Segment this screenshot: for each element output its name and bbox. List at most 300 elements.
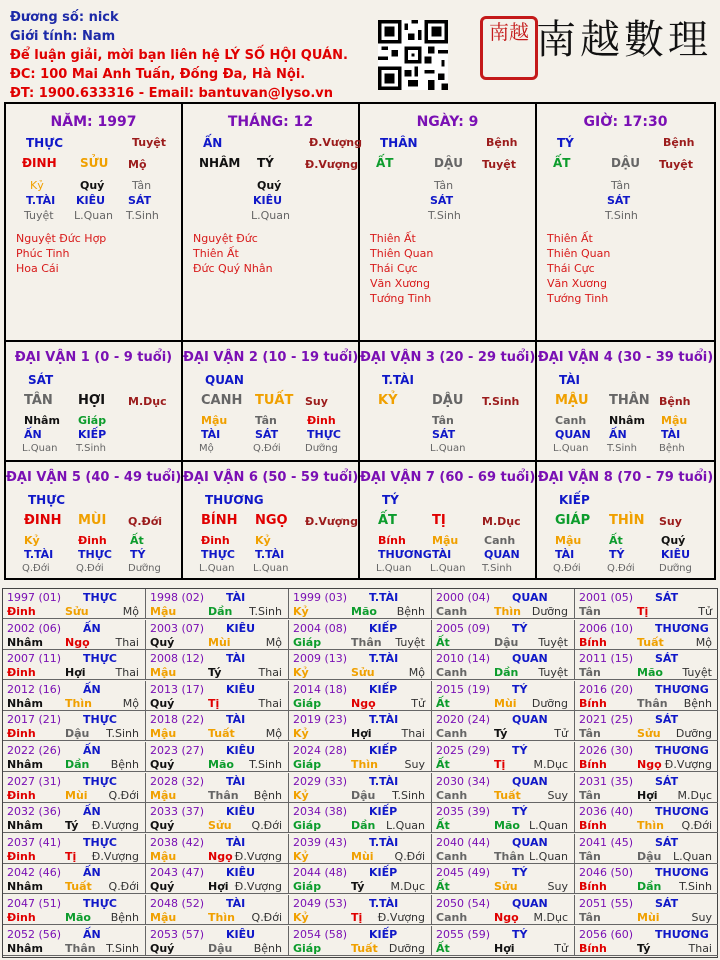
pillar-title: NĂM: 1997: [50, 114, 137, 130]
year-stem: Canh: [436, 788, 468, 802]
pillar-stem: ẤT: [553, 156, 571, 170]
hidden-stem: Quý: [661, 534, 686, 547]
hidden-phase: L.Quan: [74, 209, 113, 222]
hidden-phase: Bệnh: [659, 443, 685, 454]
year-branch: Tị: [351, 911, 363, 924]
hidden-stem: Kỷ: [255, 534, 271, 547]
year-stem: Đinh: [7, 911, 36, 924]
year-stem: Bính: [579, 880, 607, 894]
year-branch: Mùi: [637, 911, 660, 924]
year-phase: Tuyệt: [538, 666, 568, 680]
year-branch: Tị: [637, 605, 649, 618]
year-cell: [575, 620, 718, 650]
year-cell: [3, 620, 146, 650]
year-branch: Mão: [494, 819, 520, 833]
year-stem: Tân: [579, 727, 601, 741]
dai-van-branch: DẬU: [432, 393, 464, 408]
hidden-stem: Mậu: [432, 534, 459, 547]
year-label: 2049 (53): [293, 897, 348, 910]
dai-van-phase: Đ.Vượng: [305, 515, 359, 528]
dai-van-title: ĐẠI VẬN 7 (60 - 69 tuổi): [360, 470, 536, 485]
year-phase: Q.Đới: [108, 880, 139, 894]
year-stem: Quý: [150, 758, 175, 771]
year-cell: [432, 926, 575, 956]
gender-line: Giới tính: Nam: [10, 29, 116, 44]
hidden-phase: L.Quan: [430, 443, 466, 454]
year-label: 2056 (60): [579, 927, 634, 941]
year-cell: [432, 681, 575, 711]
year-cell: [3, 681, 146, 711]
year-cell: [289, 620, 432, 650]
year-branch: Hợi: [494, 941, 515, 955]
dai-van-god: T.TÀI: [382, 373, 414, 387]
year-stem: Mậu: [150, 605, 177, 618]
year-god: KIẾP: [369, 621, 398, 635]
phone-email-line: ĐT: 1900.633316 - Email: bantuvan@lyso.vn: [10, 86, 334, 101]
hidden-god: KIÊU: [76, 194, 106, 207]
year-phase: Đ.Vượng: [377, 911, 425, 924]
year-label: 2034 (38): [293, 805, 348, 819]
year-label: 2052 (56): [7, 927, 62, 941]
year-label: 2055 (59): [436, 927, 491, 941]
year-stem: Quý: [150, 819, 175, 833]
hidden-phase: L.Quan: [199, 563, 235, 574]
hidden-god: TÀI: [555, 548, 575, 561]
year-god: TÀI: [226, 774, 246, 788]
hidden-god: KIÊU: [661, 548, 691, 561]
year-cell: [575, 650, 718, 680]
year-label: 2008 (12): [150, 652, 205, 666]
year-branch: Thìn: [208, 911, 235, 924]
year-cell: [146, 834, 289, 864]
year-god: TÀI: [226, 897, 246, 910]
year-cell: [3, 773, 146, 803]
pillar-status: Đ.Vượng: [309, 136, 363, 149]
year-god: ẤN: [83, 805, 101, 819]
hidden-god: KIẾP: [78, 428, 107, 441]
pillar-star: Phúc Tinh: [16, 247, 70, 260]
year-phase: L.Quan: [673, 849, 712, 863]
year-label: 2041 (45): [579, 835, 634, 849]
dai-van-title: ĐẠI VẬN 1 (0 - 9 tuổi): [14, 350, 173, 365]
year-god: TÀI: [226, 713, 246, 727]
hidden-stem: Tân: [434, 179, 454, 192]
year-cell: [289, 589, 432, 619]
dai-van-phase: M.Dục: [128, 395, 167, 408]
pillar-2: [360, 104, 537, 342]
year-phase: L.Quan: [529, 819, 568, 833]
year-cell: [146, 711, 289, 741]
year-branch: Dần: [65, 758, 90, 771]
dai-van-2: [183, 342, 360, 462]
year-label: 2032 (36): [7, 805, 62, 819]
owner-line: Đương số: nick: [10, 10, 119, 25]
dai-van-phase: Q.Đới: [128, 515, 163, 528]
pillar-god: THÂN: [380, 136, 418, 150]
year-label: 2040 (44): [436, 835, 491, 849]
year-label: 2027 (31): [7, 774, 62, 788]
year-phase: Thai: [258, 666, 282, 680]
hidden-stem: Kỷ: [30, 179, 44, 192]
dai-van-3: [360, 342, 537, 462]
year-branch: Tuất: [208, 727, 235, 741]
year-phase: T.Sinh: [392, 788, 425, 802]
year-cell: [575, 742, 718, 772]
hidden-stem: Tân: [432, 414, 454, 427]
pillar-title: GIỜ: 17:30: [583, 114, 668, 130]
hidden-stem: Quý: [80, 179, 105, 192]
year-stem: Nhâm: [7, 758, 43, 771]
year-stem: Canh: [436, 605, 468, 618]
year-cell: [146, 742, 289, 772]
year-cell: [432, 834, 575, 864]
year-cell: [575, 803, 718, 833]
year-stem: Kỷ: [293, 911, 309, 924]
year-god: SÁT: [655, 897, 679, 910]
hidden-phase: Mộ: [199, 443, 214, 454]
year-cell: [575, 773, 718, 803]
address-line: ĐC: 100 Mai Anh Tuấn, Đống Đa, Hà Nội.: [10, 67, 306, 82]
year-branch: Mùi: [494, 696, 517, 710]
year-stem: Ất: [436, 941, 450, 955]
pillar-star: Thái Cực: [370, 262, 418, 275]
year-phase: M.Dục: [390, 880, 425, 894]
year-branch: Thìn: [494, 605, 521, 618]
year-stem: Tân: [579, 849, 601, 863]
hidden-phase: T.Sinh: [126, 209, 159, 222]
hidden-phase: T.Sinh: [428, 209, 461, 222]
year-cell: [289, 650, 432, 680]
year-label: 2014 (18): [293, 682, 348, 696]
year-cell: [575, 864, 718, 894]
year-cell: [146, 620, 289, 650]
year-phase: Tử: [554, 727, 568, 741]
year-branch: Tý: [494, 727, 508, 741]
year-label: 2002 (06): [7, 621, 62, 635]
year-label: 2051 (55): [579, 897, 634, 910]
year-god: KIÊU: [226, 927, 256, 941]
year-label: 2015 (19): [436, 682, 491, 696]
dai-van-title: ĐẠI VẬN 6 (50 - 59 tuổi): [183, 470, 359, 485]
dai-van-6: [183, 462, 360, 578]
hidden-god: ẤN: [24, 428, 42, 441]
pillar-branch: SỬU: [80, 156, 109, 170]
year-god: SÁT: [655, 591, 679, 604]
year-phase: Suy: [691, 911, 712, 924]
year-label: 2031 (35): [579, 774, 634, 788]
year-stem: Mậu: [150, 788, 177, 802]
year-label: 2030 (34): [436, 774, 491, 788]
pillar-status: Tuyệt: [132, 136, 167, 149]
year-phase: Q.Đới: [251, 819, 282, 833]
hidden-phase: Dưỡng: [659, 563, 692, 574]
hidden-stem: Ất: [609, 534, 623, 547]
year-cell: [146, 803, 289, 833]
year-label: 2007 (11): [7, 652, 62, 666]
year-stem: Mậu: [150, 666, 177, 680]
year-phase: Bệnh: [253, 941, 282, 955]
pillar-star: Đức Quý Nhân: [193, 262, 273, 275]
pillar-star: Thiên Ất: [547, 232, 593, 245]
year-god: THỰC: [83, 774, 117, 788]
year-cell: [575, 711, 718, 741]
year-god: TÝ: [512, 927, 528, 941]
year-phase: Suy: [404, 758, 425, 771]
year-label: 2024 (28): [293, 744, 348, 757]
dai-van-god: THƯƠNG: [205, 493, 264, 507]
year-phase: Bệnh: [683, 696, 712, 710]
year-god: QUAN: [512, 897, 548, 910]
year-god: SÁT: [655, 713, 679, 727]
year-phase: T.Sinh: [249, 758, 282, 771]
year-cell: [289, 711, 432, 741]
chart-grid: [4, 102, 716, 580]
year-label: 2021 (25): [579, 713, 634, 727]
year-branch: Tý: [65, 819, 79, 833]
year-phase: Mộ: [122, 696, 139, 710]
year-cell: [146, 589, 289, 619]
hidden-stem: Canh: [484, 534, 516, 547]
year-god: TÀI: [226, 835, 246, 849]
year-branch: Dậu: [65, 727, 90, 741]
dai-van-title: ĐẠI VẬN 2 (10 - 19 tuổi): [183, 350, 359, 365]
year-god: KIÊU: [226, 866, 256, 880]
hidden-phase: T.Sinh: [482, 563, 512, 574]
year-phase: Q.Đới: [251, 911, 282, 924]
year-cell: [575, 926, 718, 956]
year-stem: Bính: [579, 758, 607, 771]
dai-van-8: [537, 462, 714, 578]
year-cell: [289, 803, 432, 833]
hidden-stem: Bính: [378, 534, 406, 547]
year-cell: [146, 864, 289, 894]
year-stem: Canh: [436, 911, 468, 924]
year-phase: Thai: [115, 666, 139, 680]
year-phase: L.Quan: [529, 849, 568, 863]
hidden-god: ẤN: [609, 428, 627, 441]
year-stem: Ất: [436, 819, 450, 833]
hidden-phase: Tuyệt: [24, 209, 54, 222]
year-branch: Mùi: [351, 849, 374, 863]
year-god: SÁT: [655, 835, 679, 849]
year-branch: Thân: [65, 941, 96, 955]
pillar-1: [183, 104, 363, 342]
dai-van-phase: T.Sinh: [482, 395, 520, 408]
year-branch: Hợi: [65, 666, 86, 680]
year-god: THỰC: [83, 591, 117, 604]
year-label: 2009 (13): [293, 652, 348, 666]
year-phase: Thai: [688, 941, 712, 955]
year-branch: Thân: [494, 849, 525, 863]
year-label: 2013 (17): [150, 682, 205, 696]
year-phase: Mộ: [122, 605, 139, 618]
year-cell: [432, 711, 575, 741]
year-branch: Tý: [637, 941, 651, 955]
hidden-stem: Mậu: [201, 414, 228, 427]
hidden-stem: Tân: [255, 414, 277, 427]
year-god: TÝ: [512, 682, 528, 696]
year-branch: Sửu: [494, 880, 518, 894]
year-branch: Hợi: [637, 788, 658, 802]
year-branch: Tị: [208, 696, 220, 710]
hidden-phase: L.Quan: [376, 563, 412, 574]
year-stem: Quý: [150, 941, 175, 955]
hidden-stem: Nhâm: [609, 414, 645, 427]
year-stem: Giáp: [293, 696, 322, 710]
pillar-title: THÁNG: 12: [227, 114, 314, 130]
contact-line: Để luận giải, mời bạn liên hệ LÝ SỐ HỘI QUÁN.: [10, 48, 348, 63]
year-stem: Quý: [150, 696, 175, 710]
year-branch: Tuất: [65, 880, 92, 894]
year-label: 2050 (54): [436, 897, 491, 910]
year-label: 2001 (05): [579, 591, 634, 604]
year-phase: Bệnh: [110, 758, 139, 771]
year-cell: [3, 650, 146, 680]
year-stem: Giáp: [293, 941, 322, 955]
pillar-star: Thiên Quan: [547, 247, 611, 260]
year-phase: Thai: [115, 635, 139, 649]
year-stem: Nhâm: [7, 635, 43, 649]
pillar-star: Tướng Tinh: [370, 292, 432, 305]
year-label: 1999 (03): [293, 591, 348, 604]
year-phase: T.Sinh: [106, 941, 139, 955]
year-label: 2036 (40): [579, 805, 634, 819]
year-phase: Dưỡng: [388, 941, 425, 955]
qr-code[interactable]: [378, 20, 448, 90]
year-god: ẤN: [83, 744, 101, 757]
hidden-god: TÀI: [201, 428, 221, 441]
year-stem: Canh: [436, 849, 468, 863]
year-phase: Đ.Vượng: [234, 849, 282, 863]
dai-van-phase: Bệnh: [659, 395, 691, 408]
year-branch: Dậu: [208, 941, 233, 955]
dai-van-5: [6, 462, 183, 578]
year-cell: [289, 926, 432, 956]
hidden-god: THỰC: [78, 548, 112, 561]
hidden-stem: Mậu: [661, 414, 688, 427]
year-label: 2006 (10): [579, 621, 634, 635]
year-cell: [432, 864, 575, 894]
year-stem: Đinh: [7, 605, 36, 618]
dai-van-7: [360, 462, 537, 578]
year-stem: Kỷ: [293, 727, 309, 741]
dai-van-god: KIẾP: [559, 493, 590, 507]
year-cell: [432, 589, 575, 619]
year-label: 2039 (43): [293, 835, 348, 849]
year-god: QUAN: [512, 835, 548, 849]
year-cell: [289, 681, 432, 711]
pillar-star: Thiên Quan: [370, 247, 434, 260]
year-label: 2053 (57): [150, 927, 205, 941]
year-label: 1998 (02): [150, 591, 205, 604]
dai-van-stem: CANH: [201, 393, 243, 408]
year-label: 2028 (32): [150, 774, 205, 788]
pillar-status: Bệnh: [486, 136, 518, 149]
year-branch: Sửu: [208, 819, 232, 833]
year-cell: [3, 742, 146, 772]
year-stem: Đinh: [7, 849, 36, 863]
hidden-god: QUAN: [555, 428, 591, 441]
year-stem: Bính: [579, 696, 607, 710]
pillar-status: Bệnh: [663, 136, 695, 149]
year-branch: Thìn: [65, 696, 92, 710]
year-cell: [3, 926, 146, 956]
year-phase: Tử: [698, 605, 712, 618]
pillar-god: THỰC: [26, 136, 64, 150]
hidden-stem: Tân: [611, 179, 631, 192]
hidden-stem: Đinh: [201, 534, 230, 547]
pillar-stem: ĐINH: [22, 156, 57, 170]
year-cell: [432, 773, 575, 803]
pillar-star: Tướng Tinh: [547, 292, 609, 305]
pillar-star: Văn Xương: [547, 277, 607, 290]
hidden-stem: Kỷ: [24, 534, 40, 547]
year-phase: Dưỡng: [531, 605, 568, 618]
year-phase: Bệnh: [396, 605, 425, 618]
year-stem: Tân: [579, 788, 601, 802]
year-god: TÝ: [512, 744, 528, 757]
year-stem: Ất: [436, 758, 450, 771]
dai-van-stem: ẤT: [378, 513, 397, 528]
year-phase: L.Quan: [386, 819, 425, 833]
year-label: 2033 (37): [150, 805, 205, 819]
year-god: T.TÀI: [369, 652, 399, 666]
pillar-god: TÝ: [557, 136, 574, 150]
year-label: 2043 (47): [150, 866, 205, 880]
year-god: TÝ: [512, 866, 528, 880]
hidden-god: SÁT: [430, 194, 454, 207]
year-phase: Tuyệt: [395, 635, 425, 649]
year-stem: Bính: [579, 635, 607, 649]
year-stem: Nhâm: [7, 880, 43, 894]
dai-van-stem: KỶ: [378, 393, 398, 408]
year-branch: Tị: [65, 849, 77, 863]
year-label: 2037 (41): [7, 835, 62, 849]
hidden-phase: Q.Đới: [253, 443, 281, 454]
year-cell: [3, 589, 146, 619]
year-branch: Ngọ: [637, 758, 662, 771]
dai-van-stem: ĐINH: [24, 513, 62, 528]
hidden-god: SÁT: [432, 428, 456, 441]
year-stem: Mậu: [150, 727, 177, 741]
pillar-stem: ẤT: [376, 156, 394, 170]
year-label: 2042 (46): [7, 866, 62, 880]
year-branch: Mão: [351, 605, 377, 618]
year-phase: Mộ: [695, 635, 712, 649]
year-phase: Tử: [554, 941, 568, 955]
year-label: 2022 (26): [7, 744, 62, 757]
year-cell: [432, 742, 575, 772]
year-phase: Q.Đới: [681, 819, 712, 833]
hidden-phase: L.Quan: [22, 443, 58, 454]
hidden-god: THƯƠNG: [378, 548, 432, 561]
hidden-stem: Mậu: [555, 534, 582, 547]
year-god: ẤN: [83, 927, 101, 941]
hidden-god: T.TÀI: [255, 548, 285, 561]
hidden-phase: Q.Đới: [22, 563, 50, 574]
year-label: 2003 (07): [150, 621, 205, 635]
year-phase: Đ.Vượng: [91, 849, 139, 863]
year-label: 2046 (50): [579, 866, 634, 880]
year-branch: Dần: [637, 880, 662, 894]
year-branch: Mùi: [208, 635, 231, 649]
year-phase: Tuyệt: [682, 666, 712, 680]
year-god: KIÊU: [226, 805, 256, 819]
hidden-stem: Đinh: [307, 414, 336, 427]
year-stem: Nhâm: [7, 941, 43, 955]
hidden-phase: Dưỡng: [128, 563, 161, 574]
dai-van-branch: THÂN: [609, 393, 650, 408]
